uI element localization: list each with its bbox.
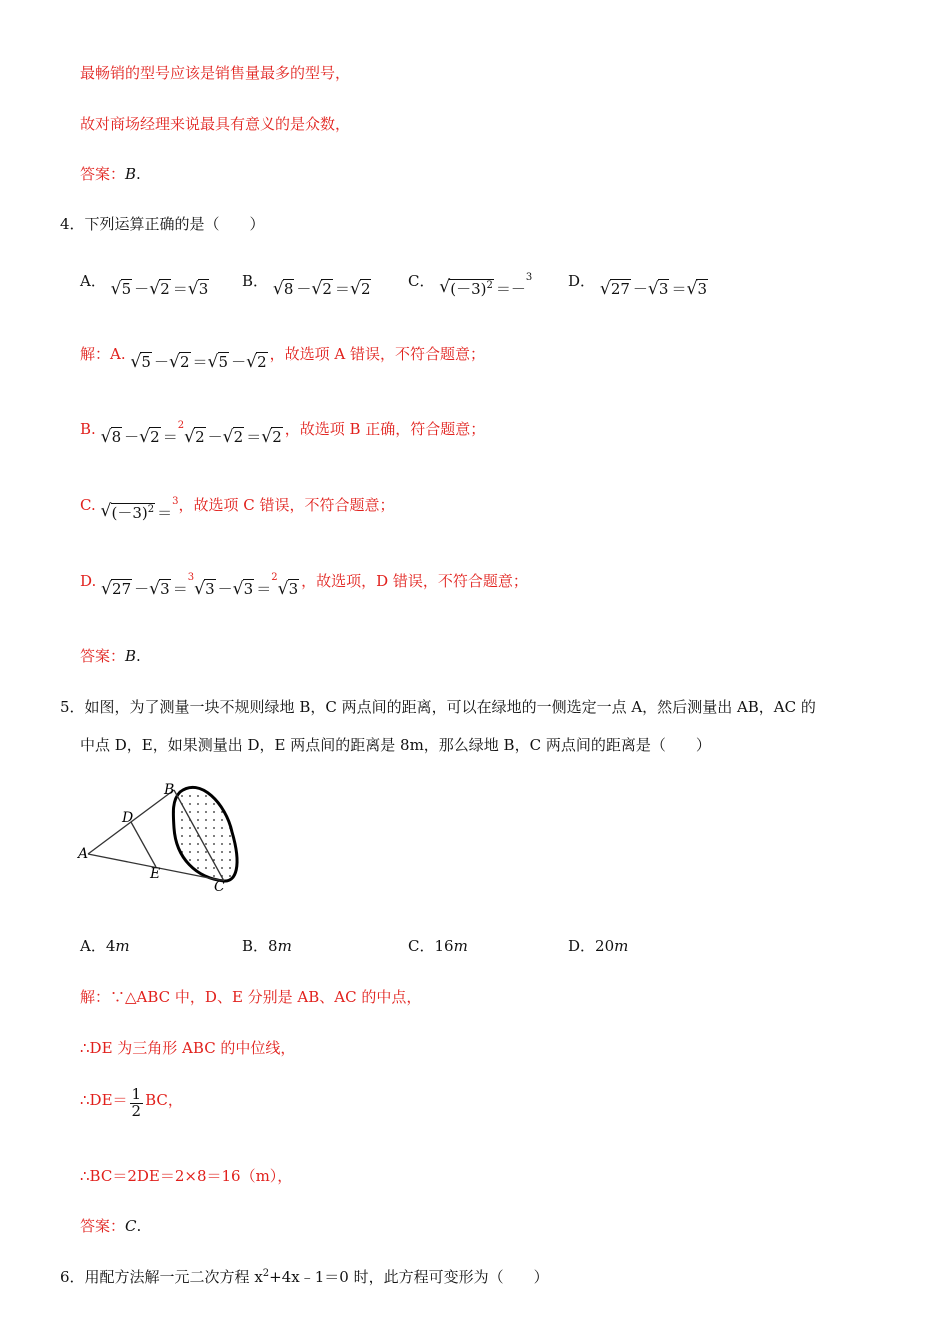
question-5-stem-line-2: 中点 D，E，如果测量出 D，E 两点间的距离是 8m，那么绿地 B，C 两点间的距离是（ ） xyxy=(80,736,711,754)
label-a: A xyxy=(78,846,89,862)
segment-de xyxy=(131,822,156,867)
q5-option-a: A．4m xyxy=(80,937,130,955)
q5-answer: 答案：C. xyxy=(80,1217,142,1235)
label-b: B xyxy=(164,782,175,798)
q5-solution-line-1: 解：∵△ABC 中，D、E 分别是 AB、AC 的中点， xyxy=(80,988,422,1006)
prev-solution-line-2: 故对商场经理来说最具有意义的是众数， xyxy=(80,115,351,133)
q4-option-d: D． √ 27 －√ 3 ＝√ 3 xyxy=(568,270,710,291)
q5-option-d: D．20m xyxy=(568,937,629,955)
q5-option-b: B．8m xyxy=(242,937,292,955)
q4-option-b: B． √ 8 －√ 2 ＝√ 2 xyxy=(242,270,373,291)
q4-option-a: A． √ 5 －√ 2 ＝√ 3 xyxy=(80,270,211,291)
question-6-stem: 6．用配方法解一元二次方程 $x^2+4x﹣1=0$ 时，此方程可变形为（ ） xyxy=(60,1268,549,1286)
q5-solution-line-4: ∴BC＝2DE＝2×8＝16（m）， xyxy=(80,1167,293,1185)
prev-solution-line-1: 最畅销的型号应该是销售量最多的型号， xyxy=(80,64,351,82)
q5-option-c: C．16m xyxy=(408,937,468,955)
question-5-stem-line-1: 5．如图，为了测量一块不规则绿地 B，C 两点间的距离，可以在绿地的一侧选定一点 A，然后测量出 AB，AC 的 xyxy=(60,698,816,716)
question-4-stem: 4．下列运算正确的是（ ） xyxy=(60,215,265,233)
green-land-region xyxy=(173,787,237,881)
q4-solution-d: D. √ 27 －√ 3 ＝$^3$√ 3 －√ 3 ＝$^2$√ 3 ，故选项，D 错误，不符合题意； xyxy=(80,570,528,591)
q4-solution-c: C. √ $(-3)^2 =^3$，故选项 C 错误，不符合题意； xyxy=(80,494,395,515)
label-e: E xyxy=(150,866,161,882)
q5-figure-triangle xyxy=(76,778,246,896)
q5-solution-line-2: ∴DE 为三角形 ABC 的中位线， xyxy=(80,1039,296,1057)
q4-solution-b: B. √ 8 －√ 2 ＝$^2$√ 2 －√ 2 ＝√ 2 ，故选项 B 正确，符合题意； xyxy=(80,418,485,439)
q4-answer: 答案：B. xyxy=(80,647,141,665)
q4-solution-a: 解：A. √ 5 －√ 2 ＝√ 5 －√ 2 ，故选项 A 错误，不符合题意； xyxy=(80,343,485,364)
q5-solution-line-3: ∴DE＝ $\frac{1}{2}$ BC， xyxy=(80,1085,183,1120)
q4-option-c: C． √ $(-3)^2 =-^3$ xyxy=(408,270,532,291)
label-c: C xyxy=(214,879,225,895)
label-d: D xyxy=(122,810,134,826)
prev-answer: 答案：B. xyxy=(80,165,141,183)
